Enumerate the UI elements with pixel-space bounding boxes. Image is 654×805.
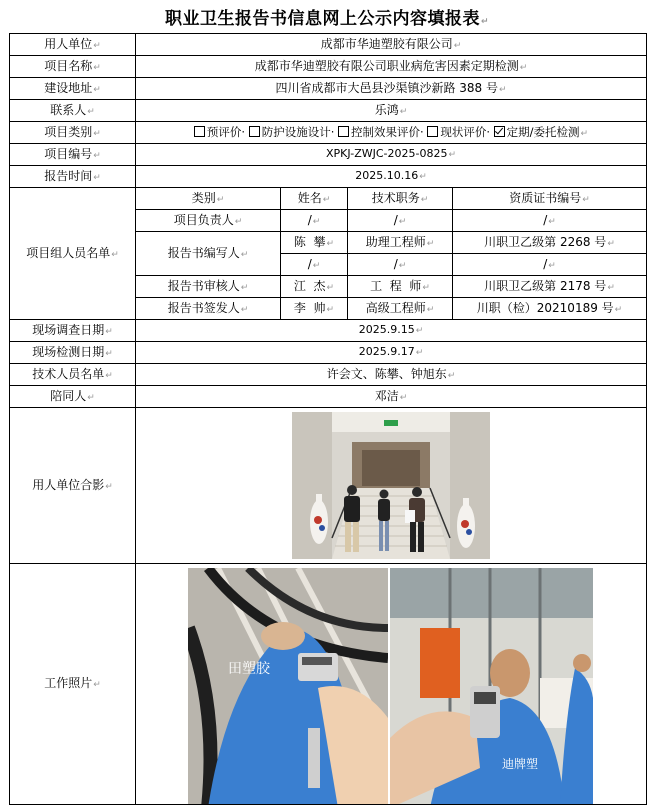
row-employer: [10, 34, 647, 56]
left-shirt-text: 田塑胶: [228, 661, 270, 677]
survey-date-value: 2025.9.15↵: [136, 320, 647, 342]
escort-value: 邓洁↵: [136, 386, 647, 408]
test-date-label: 现场检测日期↵: [10, 342, 136, 364]
right-shirt-text: 迪牌塑: [502, 757, 539, 771]
writer-title-1: 助理工程师↵: [348, 232, 453, 254]
work-photo-label: 工作照片↵: [10, 564, 136, 805]
issuer-name: 李 帅↵: [281, 298, 348, 320]
project-no-value: XPKJ-ZWJC-2025-0825↵: [136, 144, 647, 166]
writer-name-2: /↵: [281, 254, 348, 276]
checkbox-icon: [338, 126, 349, 137]
team-header-row: [10, 188, 647, 210]
option-protection-design: 防护设施设计: [249, 125, 331, 139]
row-report-time: [10, 166, 647, 188]
option-periodic-test: 定期/委托检测: [494, 125, 580, 139]
leader-title: /↵: [348, 210, 453, 232]
leader-cert: /↵: [453, 210, 647, 232]
report-time-label: 报告时间↵: [10, 166, 136, 188]
work-photo-right-image: [390, 568, 593, 804]
team-header-cert: 资质证书编号↵: [453, 188, 647, 210]
page-title: 职业卫生报告书信息网上公示内容填报表↵: [164, 9, 490, 29]
row-work-photo: [10, 564, 647, 805]
option-control-effect: 控制效果评价: [338, 125, 420, 139]
row-survey-date: [10, 320, 647, 342]
leader-category: 项目负责人↵: [136, 210, 281, 232]
escort-label: 陪同人↵: [10, 386, 136, 408]
writer-cert-1: 川职卫乙级第 2268 号↵: [453, 232, 647, 254]
group-photo-label: 用人单位合影↵: [10, 408, 136, 564]
issuer-category: 报告书签发人↵: [136, 298, 281, 320]
test-date-value: 2025.9.17↵: [136, 342, 647, 364]
writer-category: 报告书编写人↵: [136, 232, 281, 276]
project-no-label: 项目编号↵: [10, 144, 136, 166]
address-label: 建设地址↵: [10, 78, 136, 100]
address-value: 四川省成都市大邑县沙渠镇沙新路 388 号↵: [136, 78, 647, 100]
project-name-label: 项目名称↵: [10, 56, 136, 78]
exit-sign-icon: [384, 420, 398, 426]
checkbox-icon: [249, 126, 260, 137]
team-header-name: 姓名↵: [281, 188, 348, 210]
writer-title-2: /↵: [348, 254, 453, 276]
group-photo-cell: [136, 408, 647, 564]
row-project-type: [10, 122, 647, 144]
report-form-table: [9, 33, 647, 805]
work-photo-cell: [136, 564, 647, 805]
issuer-cert: 川职（检）20210189 号↵: [453, 298, 647, 320]
reviewer-title: 工 程 师↵: [348, 276, 453, 298]
project-name-value: 成都市华迪塑胶有限公司职业病危害因素定期检测↵: [136, 56, 647, 78]
reviewer-cert: 川职卫乙级第 2178 号↵: [453, 276, 647, 298]
option-status-evaluation: 现状评价: [427, 125, 486, 139]
work-photo-left-image: [188, 568, 388, 804]
paragraph-mark-icon: ↵: [480, 17, 490, 27]
option-pre-evaluation: 预评价: [194, 125, 242, 139]
issuer-title: 高级工程师↵: [348, 298, 453, 320]
contact-value: 乐鸿↵: [136, 100, 647, 122]
checkbox-icon: [194, 126, 205, 137]
team-label: 项目组人员名单↵: [10, 188, 136, 320]
row-escort: [10, 386, 647, 408]
writer-cert-2: /↵: [453, 254, 647, 276]
staff-value: 许会文、陈攀、钟旭东↵: [136, 364, 647, 386]
survey-date-label: 现场调查日期↵: [10, 320, 136, 342]
checkbox-checked-icon: [494, 126, 505, 137]
employer-label: 用人单位↵: [10, 34, 136, 56]
row-contact: [10, 100, 647, 122]
checkbox-icon: [427, 126, 438, 137]
work-photo-wrap: [136, 564, 646, 804]
reviewer-category: 报告书审核人↵: [136, 276, 281, 298]
contact-label: 联系人↵: [10, 100, 136, 122]
group-photo-image: [292, 412, 490, 559]
report-time-value: 2025.10.16↵: [136, 166, 647, 188]
reviewer-name: 江 杰↵: [281, 276, 348, 298]
team-header-title: 技术职务↵: [348, 188, 453, 210]
team-header-category: 类别↵: [136, 188, 281, 210]
row-group-photo: [10, 408, 647, 564]
row-address: [10, 78, 647, 100]
writer-name-1: 陈 攀↵: [281, 232, 348, 254]
row-project-no: [10, 144, 647, 166]
project-type-label: 项目类别↵: [10, 122, 136, 144]
project-type-options: 预评价· 防护设施设计· 控制效果评价· 现状评价· 定期/委托检测↵: [136, 122, 647, 144]
staff-label: 技术人员名单↵: [10, 364, 136, 386]
row-project-name: [10, 56, 647, 78]
row-staff: [10, 364, 647, 386]
employer-value: 成都市华迪塑胶有限公司↵: [136, 34, 647, 56]
row-test-date: [10, 342, 647, 364]
leader-name: /↵: [281, 210, 348, 232]
